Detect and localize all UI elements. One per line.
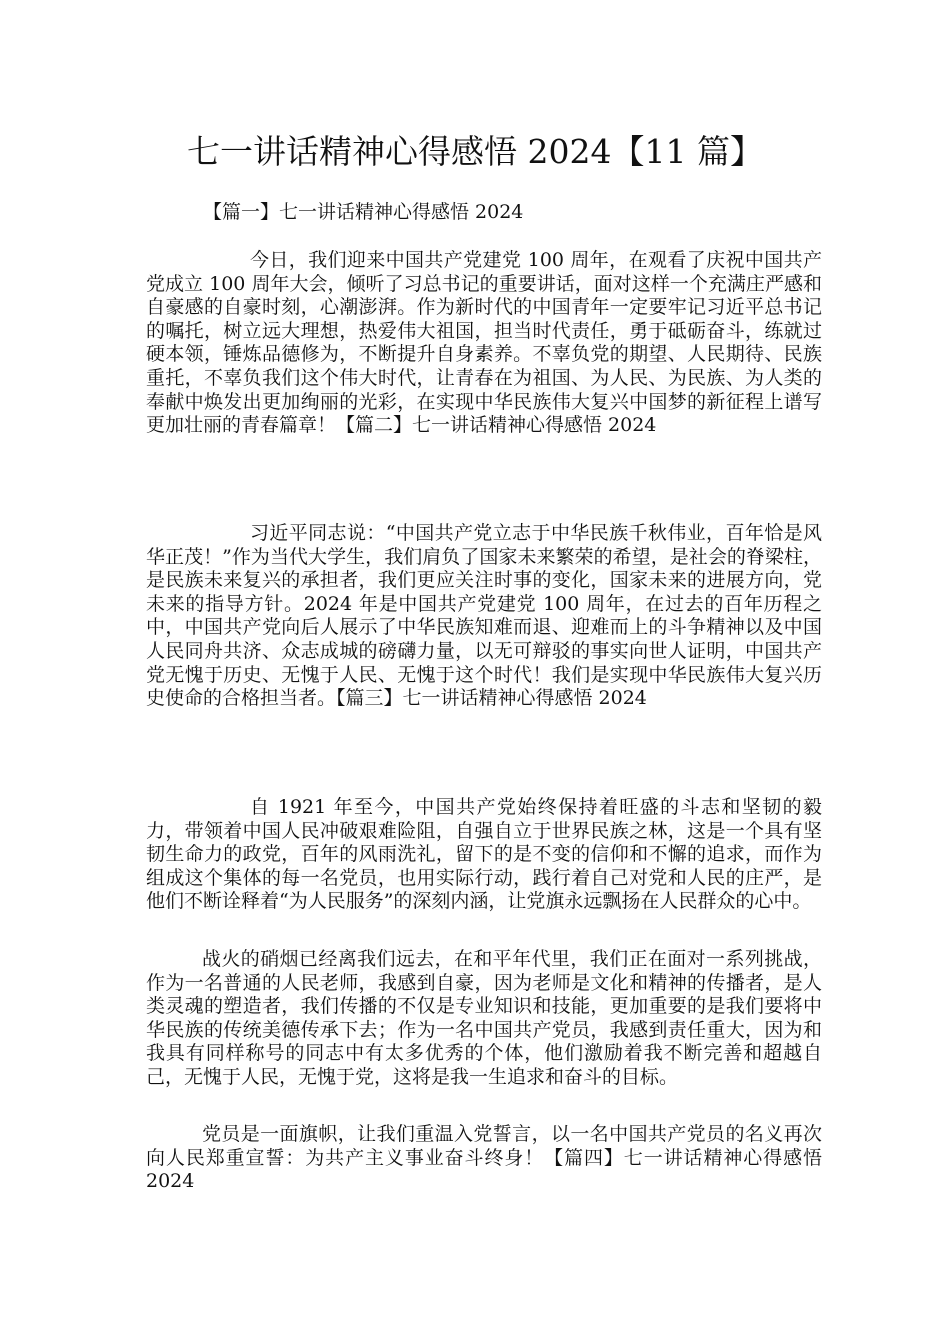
paragraph: 今日，我们迎来中国共产党建党 100 周年，在观看了庆祝中国共产党成立 100 周年大会，倾听了习总书记的重要讲话，面对这样一个充满庄严感和自豪感的自豪时刻，心潮澎湃。作为新时代的中国青年一定要牢记习近平总书记的嘱托，树立远大理想，热爱伟大祖国，担当时代责任，勇于砥砺奋斗，练就过硬本领，锤炼品德修为，不断提升自身素养。不辜负党的期望、人民期待、民族重托，不辜负我们这个伟大时代，让青春在为祖国、为人民、为民族、为人类的奉献中焕发出更加绚丽的光彩，在实现中华民族伟大复兴中国梦的新征程上谱写更加壮丽的青春篇章！【篇二】七一讲话精神心得感悟 2024 bbox=[146, 249, 822, 437]
document-title: 七一讲话精神心得感悟 2024【11 篇】 bbox=[187, 132, 763, 171]
paragraph: 党员是一面旗帜，让我们重温入党誓言，以一名中国共产党员的名义再次向人民郑重宣誓：为共产主义事业奋斗终身！【篇四】七一讲话精神心得感悟 2024 bbox=[146, 1123, 822, 1193]
paragraph: 习近平同志说：“中国共产党立志于中华民族千秋伟业，百年恰是风华正茂！”作为当代大学生，我们肩负了国家未来繁荣的希望，是社会的脊梁柱，是民族未来复兴的承担者，我们更应关注时事的变化，国家未来的进展方向，党未来的指导方针。2024 年是中国共产党建党 100 周年，在过去的百年历程之中，中国共产党向后人展示了中华民族知难而退、迎难而上的斗争精神以及中国人民同舟共济、众志成城的磅礴力量，以无可辩驳的事实向世人证明，中国共产党无愧于历史、无愧于人民、无愧于这个时代！我们是实现中华民族伟大复兴历史使命的合格担当者。【篇三】七一讲话精神心得感悟 2024 bbox=[146, 522, 822, 710]
paragraph: 自 1921 年至今，中国共产党始终保持着旺盛的斗志和坚韧的毅力，带领着中国人民冲破艰难险阻，自强自立于世界民族之林，这是一个具有坚韧生命力的政党，百年的风雨洗礼，留下的是不变的信仰和不懈的追求，而作为组成这个集体的每一名党员，也用实际行动，践行着自己对党和人民的庄严，是他们不断诠释着“为人民服务”的深刻内涵，让党旗永远飘扬在人民群众的心中。 bbox=[146, 796, 822, 913]
section-heading: 【篇一】七一讲话精神心得感悟 2024 bbox=[203, 201, 524, 223]
paragraph: 战火的硝烟已经离我们远去，在和平年代里，我们正在面对一系列挑战，作为一名普通的人民老师，我感到自豪，因为老师是文化和精神的传播者，是人类灵魂的塑造者，我们传播的不仅是专业知识和技能，更加重要的是我们要将中华民族的传统美德传承下去；作为一名中国共产党员，我感到责任重大，因为和我具有同样称号的同志中有太多优秀的个体，他们激励着我不断完善和超越自己，无愧于人民，无愧于党，这将是我一生追求和奋斗的目标。 bbox=[146, 948, 822, 1088]
